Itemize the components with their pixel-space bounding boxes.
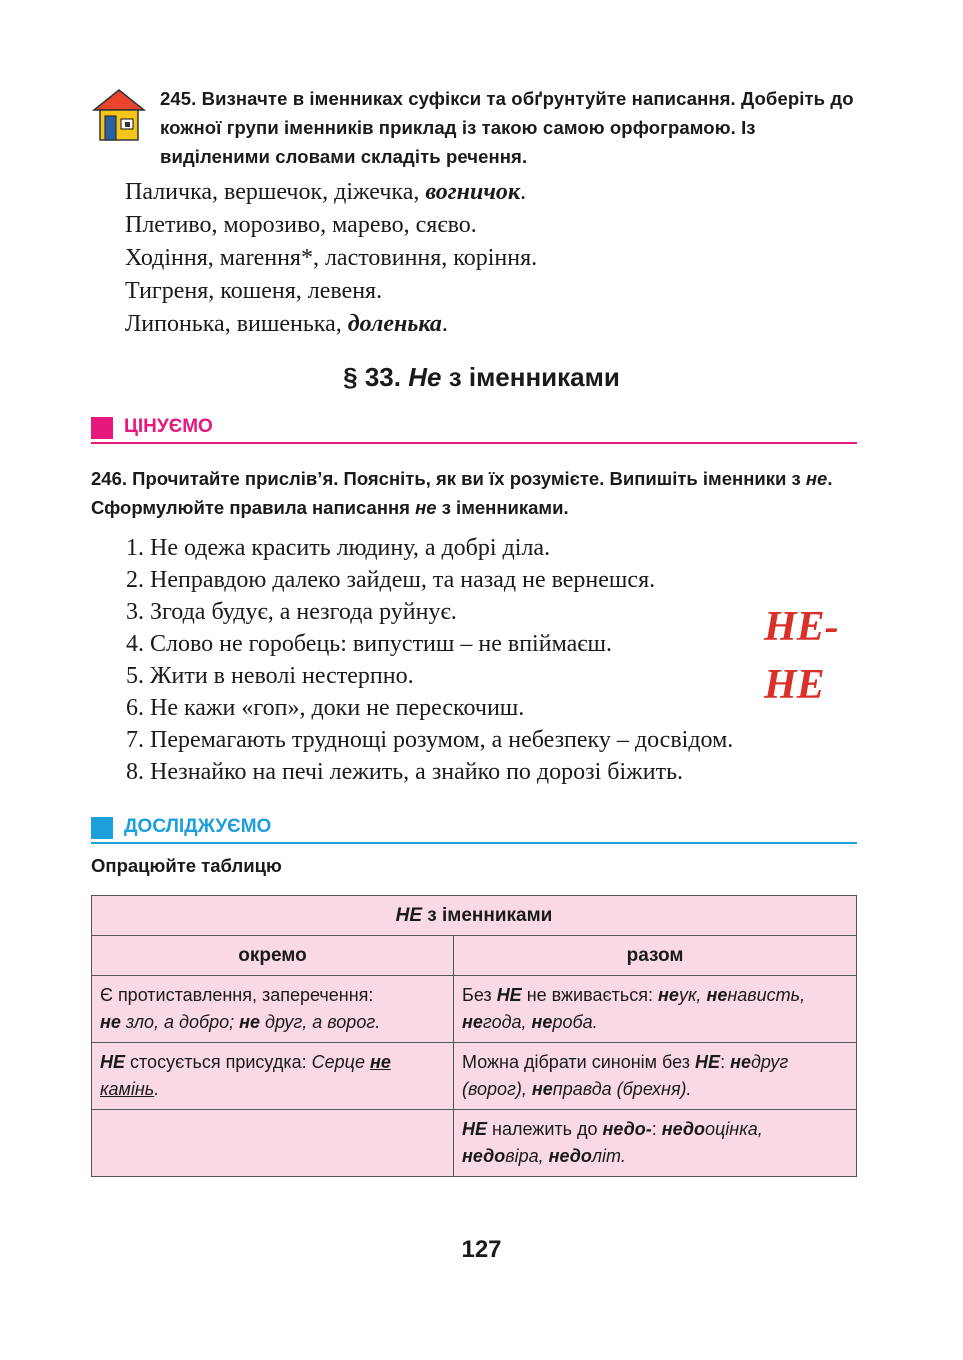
column-header-separate: окремо (92, 936, 454, 976)
list-item: 2. Неправдою далеко зайдеш, та назад не вернешся. (126, 567, 656, 593)
values-header: ЦІНУЄМО (91, 414, 857, 444)
rule-table (91, 895, 857, 1177)
pink-square-icon (91, 417, 113, 439)
table-row (92, 1043, 857, 1110)
house-icon (92, 88, 146, 142)
list-item: 4. Слово не горобець: випустиш – не впіймаєш. (126, 631, 613, 657)
exercise-245-task: 245. Визначте в іменниках суфікси та обґрунтуйте написання. Доберіть до кожної групи іменників приклад із такою самою орфограмою. Із виділеними словами складіть речення. (160, 88, 854, 167)
section-title: § 33. Не з іменниками (343, 362, 620, 392)
table-row (92, 1110, 857, 1177)
word-line: Ходіння, мarення*, ластовиння, коріння. (125, 245, 538, 271)
exercise-246-task: 246. Прочитайте прислів’я. Поясніть, як ви їх розумієте. Випишіть іменники з не. Сформулюйте правила написання не з іменниками. (91, 468, 833, 518)
list-item: 6. Не кажи «гоп», доки не перескочиш. (126, 695, 525, 721)
list-item: 3. Згода будує, а незгода руйнує. (126, 599, 457, 625)
list-item: 1. Не одежа красить людину, а добрі діла. (126, 535, 551, 561)
word-line: Плетиво, морозиво, марево, сяєво. (125, 212, 477, 238)
ne-ne-decoration: НЕ- НЕ (764, 604, 839, 708)
blue-square-icon (91, 817, 113, 839)
table-task: Опрацюйте таблицю (91, 855, 282, 876)
exercise-245-words (125, 176, 537, 341)
table-row (92, 976, 857, 1043)
table-cell: Без НЕ не вживається: неук, ненависть, негода, нероба. (454, 976, 857, 1043)
table-title: НЕ з іменниками (92, 896, 857, 936)
table-cell: НЕ стосується присудка: Серце не камінь. (92, 1043, 454, 1110)
word-line: Липонька, вишенька, доленька. (125, 311, 448, 337)
list-item: 5. Жити в неволі нестерпно. (126, 663, 414, 689)
explore-header: ДОСЛІДЖУЄМО (91, 814, 857, 844)
divider (91, 842, 857, 844)
table-cell: Можна дібрати синонім без НЕ: недруг (ворог), неправда (брехня). (454, 1043, 857, 1110)
list-item: 7. Перемагають труднощі розумом, а небезпеку – досвідом. (126, 727, 734, 753)
page-number: 127 (461, 1236, 502, 1263)
table-cell: Є протиставлення, заперечення: не зло, а добро; не друг, а ворог. (92, 976, 454, 1043)
proverbs-list (126, 532, 733, 788)
word-line: Тигреня, кошеня, левеня. (125, 278, 383, 304)
divider (91, 442, 857, 444)
word-line: Паличка, вершечок, діжечка, вогничок. (125, 179, 527, 205)
column-header-together: разом (454, 936, 857, 976)
list-item: 8. Незнайко на печі лежить, а знайко по дорозі біжить. (126, 759, 684, 785)
table-cell-empty (92, 1110, 454, 1177)
table-cell: НЕ належить до недо-: недооцінка, недовіра, недоліт. (454, 1110, 857, 1177)
